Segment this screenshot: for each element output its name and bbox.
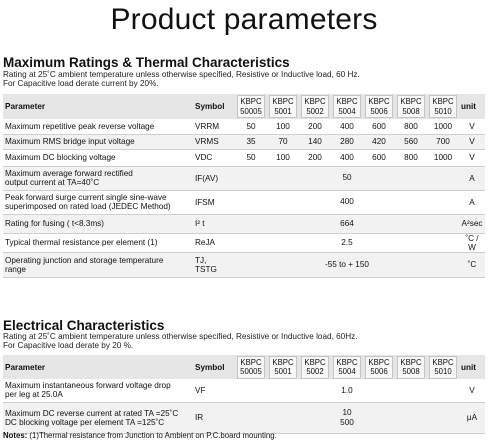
part-number-label: KBPC 5006	[365, 356, 393, 379]
merged-value-cell: 50	[235, 166, 459, 190]
symbol-cell: VDC	[193, 149, 235, 166]
value-cell: 140	[299, 134, 331, 149]
unit-cell: V	[459, 119, 485, 134]
value-cell: 560	[395, 134, 427, 149]
header-part	[331, 94, 363, 119]
table-row	[3, 402, 485, 433]
footnote-text: (1)Thermal resistance from Junction to Ambient on P.C.board mounting.	[27, 431, 277, 440]
header-part	[363, 355, 395, 379]
table-header-row	[3, 355, 485, 379]
section-title-electrical: Electrical Characteristics	[3, 318, 165, 333]
value-cell: 800	[395, 149, 427, 166]
unit-cell: A²sec	[459, 214, 485, 233]
part-number-label: KBPC 5001	[269, 95, 297, 118]
symbol-cell: IR	[193, 402, 235, 433]
part-number-label: KBPC 5002	[301, 95, 329, 118]
parameter-cell: Rating for fusing ( t<8.3ms)	[3, 214, 193, 233]
header-part	[267, 94, 299, 119]
value-cell: 50	[235, 119, 267, 134]
section-note-electrical-2: For Capacitive load derate by 20 %.	[3, 341, 134, 350]
unit-cell: V	[459, 149, 485, 166]
unit-cell: A	[459, 190, 485, 214]
parameter-cell: Operating junction and storage temperature range	[3, 252, 193, 277]
header-part	[331, 355, 363, 379]
part-number-label: KBPC 5004	[333, 95, 361, 118]
unit-cell: A	[459, 166, 485, 190]
part-number-label: KBPC 5008	[397, 95, 425, 118]
unit-cell: μA	[459, 402, 485, 433]
ratings-table	[3, 94, 485, 278]
parameter-cell: Peak forward surge current single sine-wave superimposed on rated load (JEDEC Method)	[3, 190, 193, 214]
parameter-cell: Maximum average forward rectified output current at TA=40˚C	[3, 166, 193, 190]
table-row	[3, 233, 485, 252]
value-cell: 70	[267, 134, 299, 149]
value-cell: 600	[363, 149, 395, 166]
symbol-cell: VRRM	[193, 119, 235, 134]
table-row	[3, 134, 485, 149]
value-cell: 400	[331, 119, 363, 134]
parameter-cell: Maximum RMS bridge input voltage	[3, 134, 193, 149]
merged-value-cell: 10 500	[235, 402, 459, 433]
parameter-cell: Typical thermal resistance per element (1)	[3, 233, 193, 252]
value-cell: 800	[395, 119, 427, 134]
header-part	[395, 94, 427, 119]
table-row	[3, 190, 485, 214]
table-row	[3, 379, 485, 402]
merged-value-cell: 400	[235, 190, 459, 214]
value-cell: 35	[235, 134, 267, 149]
merged-value-cell: 1.0	[235, 379, 459, 402]
footnote-label: Notes:	[3, 431, 28, 440]
header-unit: unit	[461, 362, 477, 372]
table-row	[3, 166, 485, 190]
header-symbol: Symbol	[195, 362, 225, 372]
value-cell: 200	[299, 149, 331, 166]
header-symbol: Symbol	[195, 102, 225, 111]
value-cell: 50	[235, 149, 267, 166]
value-cell: 1000	[427, 149, 459, 166]
section-note-electrical-1: Rating at 25˚C ambient temperature unless otherwise specified, Resistive or Inductive load, 60Hz.	[3, 332, 358, 341]
value-cell: 100	[267, 119, 299, 134]
parameter-cell: Maximum DC blocking voltage	[3, 149, 193, 166]
part-number-label: KBPC 5002	[301, 356, 329, 379]
header-parameter: Parameter	[5, 102, 46, 111]
unit-cell: V	[459, 134, 485, 149]
symbol-cell: IF(AV)	[193, 166, 235, 190]
table-row	[3, 119, 485, 134]
parameter-cell: Maximum instantaneous forward voltage drop per leg at 25.0A	[3, 379, 193, 402]
symbol-cell: I² t	[193, 214, 235, 233]
symbol-cell: VRMS	[193, 134, 235, 149]
symbol-cell: IFSM	[193, 190, 235, 214]
section-note-ratings-2: For Capacitive load derate current by 20%.	[3, 79, 159, 88]
value-cell: 280	[331, 134, 363, 149]
part-number-label: KBPC 50005	[237, 356, 265, 379]
part-number-label: KBPC 5006	[365, 95, 393, 118]
symbol-cell: TJ, TSTG	[193, 252, 235, 277]
header-part	[427, 355, 459, 379]
header-part	[235, 355, 267, 379]
value-cell: 400	[331, 149, 363, 166]
header-parameter: Parameter	[5, 362, 46, 372]
header-unit: unit	[461, 102, 477, 111]
value-cell: 100	[267, 149, 299, 166]
page-title: Product parameters	[110, 3, 378, 36]
part-number-label: KBPC 5010	[429, 95, 457, 118]
part-number-label: KBPC 5001	[269, 356, 297, 379]
section-title-ratings: Maximum Ratings & Thermal Characteristics	[3, 55, 290, 70]
header-part	[299, 355, 331, 379]
table-header-row	[3, 94, 485, 119]
electrical-table	[3, 355, 485, 434]
value-cell: 420	[363, 134, 395, 149]
merged-value-cell: 2.5	[235, 233, 459, 252]
value-cell: 700	[427, 134, 459, 149]
symbol-cell: VF	[193, 379, 235, 402]
header-part	[235, 94, 267, 119]
unit-cell: V	[459, 379, 485, 402]
parameter-cell: Maximum repetitive peak reverse voltage	[3, 119, 193, 134]
header-part	[427, 94, 459, 119]
part-number-label: KBPC 5004	[333, 356, 361, 379]
value-cell: 600	[363, 119, 395, 134]
symbol-cell: ReJA	[193, 233, 235, 252]
merged-value-cell: 664	[235, 214, 459, 233]
footnote	[3, 431, 277, 440]
table-row	[3, 149, 485, 166]
merged-value-cell: -55 to + 150	[235, 252, 459, 277]
value-cell: 200	[299, 119, 331, 134]
unit-cell: ˚C	[459, 252, 485, 277]
unit-cell: ˚C / W	[459, 233, 485, 252]
part-number-label: KBPC 5010	[429, 356, 457, 379]
header-part	[299, 94, 331, 119]
table-row	[3, 214, 485, 233]
header-part	[395, 355, 427, 379]
part-number-label: KBPC 5008	[397, 356, 425, 379]
header-part	[267, 355, 299, 379]
value-cell: 1000	[427, 119, 459, 134]
table-row	[3, 252, 485, 277]
header-part	[363, 94, 395, 119]
part-number-label: KBPC 50005	[237, 95, 265, 118]
parameter-cell: Maximum DC reverse current at rated TA =25˚C DC blocking voltage per element TA =125˚C	[3, 402, 193, 433]
section-note-ratings-1: Rating at 25˚C ambient temperature unless otherwise specified, Resistive or Inductive load, 60 Hz.	[3, 70, 360, 79]
